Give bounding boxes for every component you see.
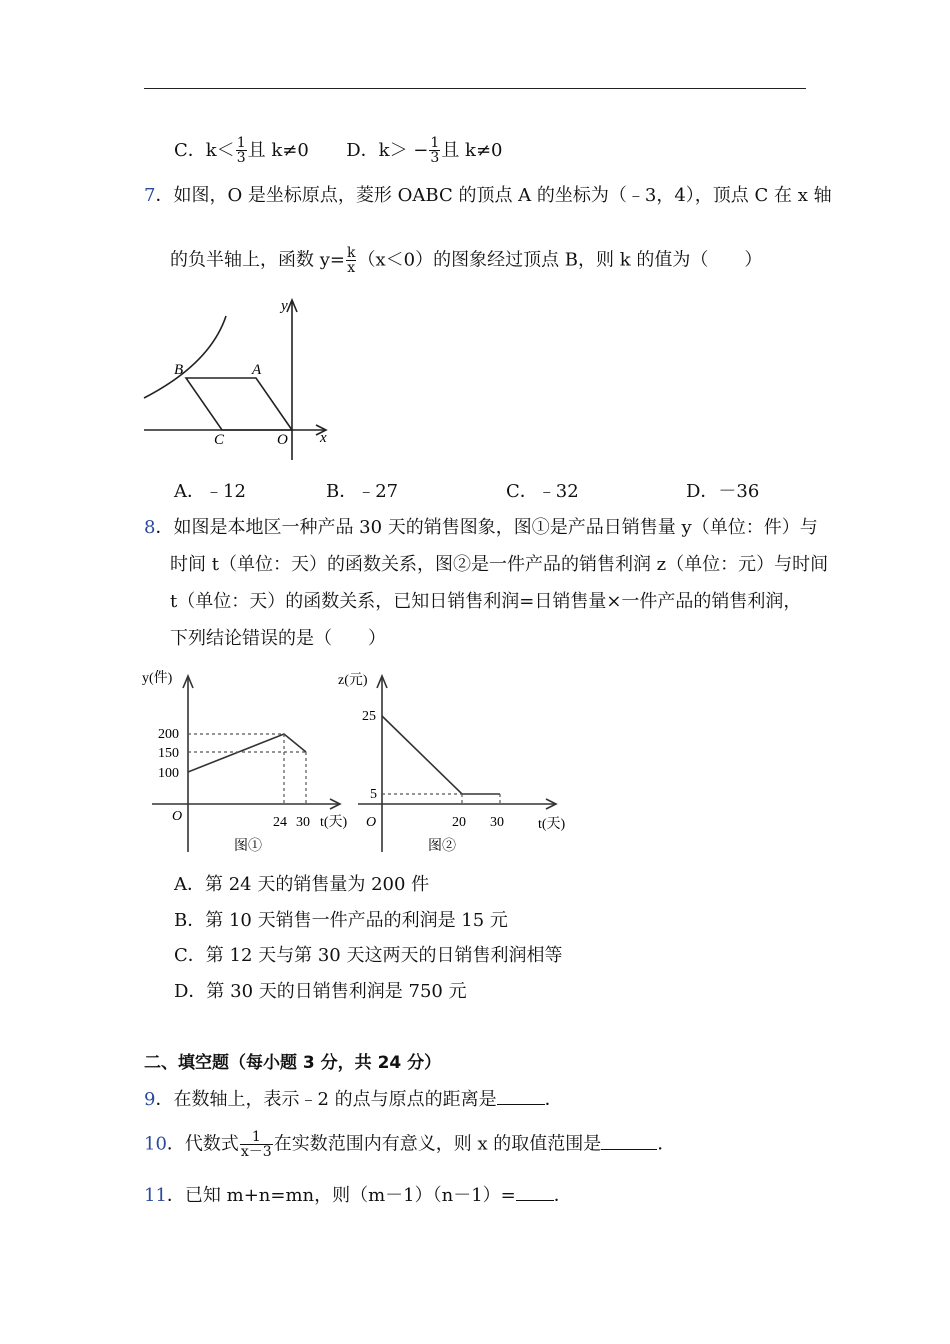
q10-number: 10 <box>144 1133 167 1155</box>
q7-label-b: B <box>174 362 184 378</box>
q8-number: 8 <box>144 517 156 538</box>
q6-option-c: C．k＜ $\frac{1}{3}$ 且 k≠0 <box>174 135 309 166</box>
q8-option-d: D．第 30 天的日销售利润是 750 元 <box>174 981 467 1002</box>
q10-fraction: $\frac{1}{x-3}$ <box>240 1129 272 1160</box>
q7-option-a: A．﹣12 <box>174 481 246 502</box>
fig1-sales-line <box>188 734 306 772</box>
q7-rhombus <box>186 378 292 430</box>
q9: 9．在数轴上，表示﹣2 的点与原点的距离是 ． <box>144 1086 563 1112</box>
fig2-ytick-25: 25 <box>362 709 376 724</box>
header-rule <box>144 88 806 89</box>
fig1-caption: 图① <box>234 839 262 854</box>
q7-label-x: x <box>320 430 327 446</box>
q7-line1: 7．如图，O 是坐标原点，菱形 OABC 的顶点 A 的坐标为（﹣3，4），顶点 C 在 x 轴 <box>144 185 832 206</box>
q9-number: 9 <box>144 1089 156 1110</box>
section-title: 二、填空题（每小题 3 分，共 24 分） <box>144 1053 442 1073</box>
q6-d-fraction: $\frac{1}{3}$ <box>430 135 440 166</box>
q6-option-d: D．k＞ − $\frac{1}{3}$ 且 k≠0 <box>346 135 503 166</box>
q10-blank <box>601 1131 657 1150</box>
q8-option-b: B．第 10 天销售一件产品的利润是 15 元 <box>174 910 508 931</box>
q7-option-d: D．－36 <box>686 481 760 502</box>
q8-line1: 8．如图是本地区一种产品 30 天的销售图象，图①是产品日销售量 y（单位：件）与 <box>144 517 818 538</box>
fig1-xtick-24: 24 <box>273 815 287 830</box>
q11: 11．已知 m+n=mn，则（m－1）（n－1）= ． <box>144 1182 572 1208</box>
q8-line3: t（单位：天）的函数关系，已知日销售利润=日销售量×一件产品的销售利润， <box>170 591 802 612</box>
q7-hyperbola <box>144 316 226 398</box>
q6-c-fraction: $\frac{1}{3}$ <box>236 135 246 166</box>
fig2-caption: 图② <box>428 839 456 854</box>
q7-fraction: $\frac{k}{x}$ <box>346 245 356 276</box>
fig1-origin: O <box>172 809 183 824</box>
q8-figures <box>140 662 590 858</box>
fig2-ylabel: z(元) <box>338 673 368 688</box>
q6-options <box>174 136 503 165</box>
fig2-xlabel: t(天) <box>538 817 566 832</box>
fig2-xtick-20: 20 <box>452 815 466 830</box>
fig1-xtick-30: 30 <box>296 815 310 830</box>
q7-label-a: A <box>252 362 262 378</box>
q8-line4: 下列结论错误的是（ ） <box>170 628 386 649</box>
fig1-xlabel: t(天) <box>320 815 348 830</box>
q8-line2: 时间 t（单位：天）的函数关系，图②是一件产品的销售利润 z（单位：元）与时间 <box>170 554 829 575</box>
q10: 10．代数式 $\frac{1}{x-3}$ 在实数范围内有意义，则 x 的取值范围是 ． <box>144 1129 676 1160</box>
q7-label-y: y <box>281 298 288 314</box>
q7-option-b: B．﹣27 <box>326 481 399 502</box>
q8-option-a: A．第 24 天的销售量为 200 件 <box>174 874 430 895</box>
q7-options <box>174 480 794 504</box>
q7-option-c: C．﹣32 <box>506 481 579 502</box>
q8-option-c: C．第 12 天与第 30 天这两天的日销售利润相等 <box>174 945 563 966</box>
q7-line2: 的负半轴上，函数 y= $\frac{k}{x}$ （x＜0）的图象经过顶点 B，则 k 的值为（ ） <box>170 245 763 276</box>
q7-label-o: O <box>277 432 288 448</box>
q7-label-c: C <box>214 432 225 448</box>
q7-rhombus-figure <box>140 292 340 468</box>
fig1-ytick-150: 150 <box>158 746 179 761</box>
fig1-ylabel: y(件) <box>142 671 173 686</box>
q9-blank <box>497 1086 545 1105</box>
fig1-ytick-100: 100 <box>158 766 179 781</box>
fig2-ytick-5: 5 <box>370 787 377 802</box>
fig2-xtick-30: 30 <box>490 815 504 830</box>
fig2-origin: O <box>366 815 377 830</box>
q11-number: 11 <box>144 1185 167 1206</box>
fig1-ytick-200: 200 <box>158 727 179 742</box>
fig2-profit-line <box>382 716 500 794</box>
q11-blank <box>516 1182 554 1201</box>
q7-number: 7 <box>144 185 156 206</box>
